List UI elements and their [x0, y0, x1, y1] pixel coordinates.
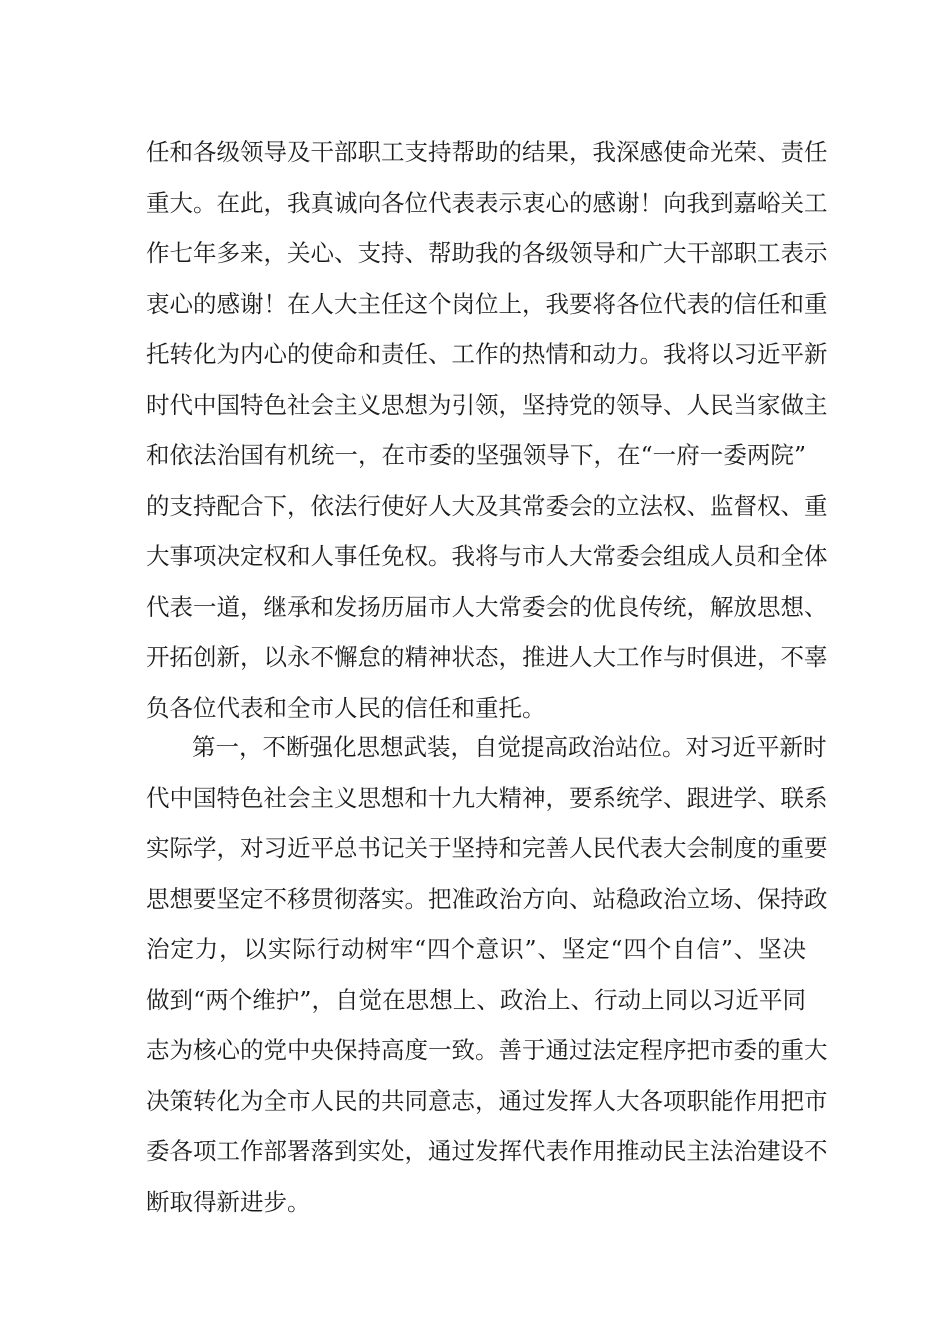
text-line: 大事项决定权和人事任免权。我将与市人大常委会组成人员和全体: [146, 542, 828, 570]
text-line: 负各位代表和全市人民的信任和重托。: [146, 693, 546, 722]
paragraph-2: [146, 722, 828, 1227]
text-line: 衷心的感谢！在人大主任这个岗位上，我要将各位代表的信任和重: [146, 289, 828, 318]
text-line: 托转化为内心的使命和责任、工作的热情和动力。我将以习近平新: [146, 340, 828, 368]
text-line: 时代中国特色社会主义思想为引领，坚持党的领导、人民当家做主: [146, 390, 828, 419]
text-line: 开拓创新，以永不懈怠的精神状态，推进人大工作与时俱进，不辜: [146, 643, 828, 671]
text-line: 决策转化为全市人民的共同意志，通过发挥人大各项职能作用把市: [146, 1086, 828, 1115]
text-line: 第一，不断强化思想武装，自觉提高政治站位。对习近平新时: [192, 733, 827, 761]
text-line: 委各项工作部署落到实处，通过发挥代表作用推动民主法治建设不: [146, 1137, 828, 1165]
text-line: 志为核心的党中央保持高度一致。善于通过法定程序把市委的重大: [146, 1036, 828, 1064]
text-line: 的支持配合下，依法行使好人大及其常委会的立法权、监督权、重: [146, 491, 828, 520]
text-line: 代表一道，继承和发扬历届市人大常委会的优良传统，解放思想、: [146, 592, 828, 621]
text-line: 断取得新进步。: [146, 1187, 311, 1216]
text-line: 代中国特色社会主义思想和十九大精神，要系统学、跟进学、联系: [146, 783, 828, 812]
text-line: 重大。在此，我真诚向各位代表表示衷心的感谢！向我到嘉峪关工: [146, 188, 828, 217]
text-line: 做到“两个维护”，自觉在思想上、政治上、行动上同以习近平同: [146, 985, 806, 1014]
text-line: 治定力，以实际行动树牢“四个意识”、坚定“四个自信”、坚决: [146, 935, 806, 963]
text-line: 作七年多来，关心、支持、帮助我的各级领导和广大干部职工表示: [146, 239, 828, 267]
text-line: 和依法治国有机统一，在市委的坚强领导下，在“一府一委两院”: [146, 441, 806, 469]
paragraph-1: [146, 127, 828, 733]
text-line: 思想要坚定不移贯彻落实。把准政治方向、站稳政治立场、保持政: [146, 884, 828, 913]
text-line: 实际学，对习近平总书记关于坚持和完善人民代表大会制度的重要: [146, 834, 828, 862]
text-line: 任和各级领导及干部职工支持帮助的结果，我深感使命光荣、责任: [146, 138, 828, 166]
